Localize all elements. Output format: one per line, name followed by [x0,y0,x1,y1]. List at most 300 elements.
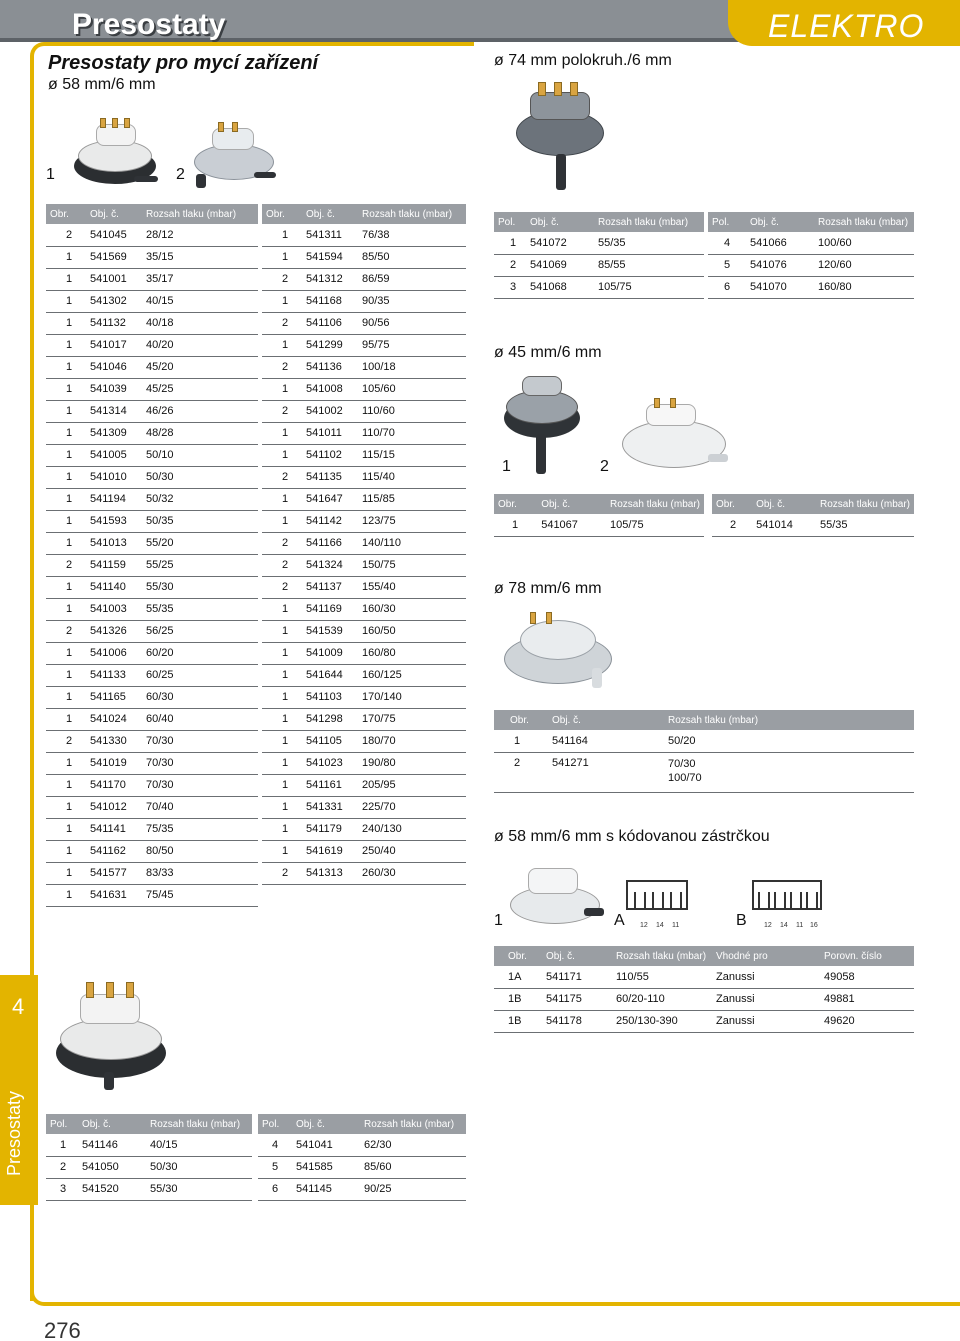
cell-range: 160/80 [814,276,914,298]
cell-obr: 2 [262,466,302,488]
cell-range: 60/20-110 [612,988,712,1010]
table-row [46,1156,252,1178]
table-row [262,774,466,796]
cell-obj: 541067 [537,514,606,536]
cell-obr: 1 [262,708,302,730]
cell-obr: 1 [262,840,302,862]
cell-range: 160/30 [358,598,466,620]
cell-range: 90/56 [358,312,466,334]
table-row [46,730,258,752]
table-row [46,510,258,532]
cell-range: 75/45 [142,884,258,906]
cell-range: 55/30 [142,576,258,598]
cell-range: 150/75 [358,554,466,576]
col-header-obj: Obj. č. [78,1114,146,1134]
cell-obr: 1 [262,444,302,466]
table-45-a [494,494,704,537]
cell-obj: 541168 [302,290,358,312]
cell-range: 62/30 [360,1134,466,1156]
col-header-obj: Obj. č. [548,710,664,730]
table-header-row [494,212,704,232]
cell-obj: 541520 [78,1178,146,1200]
cell-obr: 1 [46,752,86,774]
connector-a-pin-2: 14 [656,922,664,929]
cell-obj: 541178 [542,1010,612,1032]
table-header-row [494,710,914,730]
cell-obj: 541302 [86,290,142,312]
cell-range: 40/20 [142,334,258,356]
cell-obr: 3 [494,276,526,298]
cell-range: 35/17 [142,268,258,290]
table-row [46,840,258,862]
table-row [262,356,466,378]
cell-obr: 4 [258,1134,292,1156]
cell-obr: 1 [262,642,302,664]
table-45-b [712,494,914,537]
table-row [46,422,258,444]
cell-range: 50/32 [142,488,258,510]
cell-obj: 541045 [86,224,142,246]
cell-obj: 541326 [86,620,142,642]
cell-range: 110/70 [358,422,466,444]
table-row [46,1134,252,1156]
cell-obr: 1 [262,730,302,752]
cell-range: 50/10 [142,444,258,466]
col-header-pol: Pol. [46,1114,78,1134]
cell-range: 115/85 [358,488,466,510]
table-row [46,752,258,774]
table-row [494,730,914,752]
cell-obj: 541165 [86,686,142,708]
table-row [46,664,258,686]
cell-obj: 541331 [302,796,358,818]
cell-range: 46/26 [142,400,258,422]
image-label-2: 2 [176,166,185,183]
table-row [262,642,466,664]
bottom-table-a [46,1114,252,1201]
cell-range: 120/60 [814,254,914,276]
pressure-table-b [262,204,466,885]
cell-obj: 541041 [292,1134,360,1156]
cell-obr: 1 [46,840,86,862]
cell-range: 70/40 [142,796,258,818]
cell-obr: 1 [46,818,86,840]
connector-a-drawing [626,880,688,910]
table-row [46,400,258,422]
cell-obj: 541001 [86,268,142,290]
col-header-range: Rozsah tlaku (mbar) [358,204,466,224]
cell-range: 105/75 [606,514,704,536]
connector-a-pin-3: 11 [672,922,680,929]
cell-compare: 49881 [820,988,914,1010]
table-row [262,752,466,774]
cell-obr: 2 [262,268,302,290]
cell-range: 40/15 [142,290,258,312]
cell-obj: 541103 [302,686,358,708]
cell-range: 40/18 [142,312,258,334]
cell-obr: 1 [46,510,86,532]
frame-top-line [44,42,474,46]
cell-obj: 541577 [86,862,142,884]
col-header-obr: Obr. [712,494,752,514]
cell-obj: 541017 [86,334,142,356]
table-row [262,290,466,312]
cell-range: 60/30 [142,686,258,708]
cell-obr: 1 [46,422,86,444]
cell-obj: 541171 [542,966,612,988]
table-74-b [708,212,914,299]
cell-obr: 1 [46,598,86,620]
cell-obr: 1 [262,290,302,312]
cell-obr: 2 [494,752,548,792]
cell-range: 60/40 [142,708,258,730]
col-header-suitable: Vhodné pro [712,946,820,966]
cell-obj: 541298 [302,708,358,730]
cell-range: 100/60 [814,232,914,254]
cell-obr: 1 [262,246,302,268]
table-row [262,840,466,862]
table-row [258,1134,466,1156]
cell-obr: 5 [708,254,746,276]
cell-obr: 1 [262,422,302,444]
col-header-obj: Obj. č. [302,204,358,224]
image-label-45-1: 1 [502,458,511,475]
cell-range: 70/30 [142,774,258,796]
table-row [262,268,466,290]
cell-obj: 541106 [302,312,358,334]
cell-obj: 541539 [302,620,358,642]
cell-obr: 2 [262,532,302,554]
cell-range: 60/25 [142,664,258,686]
cell-obj: 541068 [526,276,594,298]
col-header-obr: Obr. [494,946,542,966]
table-row [46,884,258,906]
cell-range: 155/40 [358,576,466,598]
cell-obr: 2 [262,554,302,576]
pressure-switch-image-78 [500,604,616,690]
cell-range: 55/20 [142,532,258,554]
table-row [46,378,258,400]
cell-obj: 541002 [302,400,358,422]
col-header-obr: Obr. [494,494,537,514]
cell-obj: 541179 [302,818,358,840]
table-row [262,444,466,466]
table-header-row [494,494,704,514]
table-row [262,730,466,752]
cell-range: 140/110 [358,532,466,554]
cell-obr: 1 [46,444,86,466]
connector-b-drawing [752,880,822,910]
cell-obj: 541072 [526,232,594,254]
table-row [262,400,466,422]
cell-obr: 1 [46,686,86,708]
table-row [494,1010,914,1032]
cell-range: 160/50 [358,620,466,642]
cell-range-line-1: 70/30 [668,757,696,770]
page-title: Presostaty [72,8,226,41]
section-58k-title: ø 58 mm/6 mm s kódovanou zástrčkou [494,828,770,845]
cell-range: 240/130 [358,818,466,840]
cell-range: 56/25 [142,620,258,642]
cell-obr: 2 [494,254,526,276]
cell-obj: 541159 [86,554,142,576]
section-78-title: ø 78 mm/6 mm [494,580,602,597]
col-header-obr: Obr. [262,204,302,224]
table-row [46,444,258,466]
cell-obj: 541024 [86,708,142,730]
connector-a-pin-1: 12 [640,922,648,929]
table-row [262,378,466,400]
cell-obj: 541170 [86,774,142,796]
table-row [262,422,466,444]
table-row [46,554,258,576]
cell-obj: 541309 [86,422,142,444]
cell-range: 50/20 [664,730,914,752]
col-header-pol: Pol. [258,1114,292,1134]
pressure-switch-image-45-2 [618,398,730,478]
table-row [262,554,466,576]
cell-obj: 541312 [302,268,358,290]
cell-range: 260/30 [358,862,466,884]
cell-range: 250/40 [358,840,466,862]
cell-obr: 2 [46,1156,78,1178]
cell-obr: 1 [46,290,86,312]
table-row [494,752,914,792]
col-header-obj: Obj. č. [752,494,816,514]
table-row [262,686,466,708]
pressure-switch-image-1 [70,118,160,190]
cell-range: 250/130-390 [612,1010,712,1032]
table-row [46,620,258,642]
cell-obr: 1 [262,752,302,774]
chapter-number: 4 [12,994,25,1019]
cell-obr: 1 [46,466,86,488]
table-row [46,598,258,620]
table-row [46,796,258,818]
cell-obr: 1 [262,510,302,532]
cell-obj: 541631 [86,884,142,906]
col-header-obj: Obj. č. [86,204,142,224]
cell-obr: 2 [46,620,86,642]
cell-range: 85/50 [358,246,466,268]
table-header-row [494,946,914,966]
cell-range [664,752,914,792]
cell-obr: 1 [46,378,86,400]
cell-obj: 541142 [302,510,358,532]
cell-obj: 541647 [302,488,358,510]
cell-obj: 541141 [86,818,142,840]
cell-obj: 541175 [542,988,612,1010]
table-header-row [46,204,258,224]
table-row [262,488,466,510]
cell-obr: 1 [494,232,526,254]
cell-range: 50/30 [142,466,258,488]
cell-obr: 1 [46,246,86,268]
cell-obj: 541023 [302,752,358,774]
image-label-58k-a: A [614,912,625,929]
cell-range: 95/75 [358,334,466,356]
cell-compare: 49058 [820,966,914,988]
table-row [708,276,914,298]
cell-obr: 2 [262,400,302,422]
section-subheading: ø 58 mm/6 mm [48,76,156,93]
table-row [262,246,466,268]
col-header-range: Rozsah tlaku (mbar) [594,212,704,232]
cell-obj: 541006 [86,642,142,664]
cell-obr: 1 [46,576,86,598]
col-header-range: Rozsah tlaku (mbar) [606,494,704,514]
col-header-range: Rozsah tlaku (mbar) [612,946,712,966]
table-row [46,312,258,334]
cell-range: 170/140 [358,686,466,708]
table-row [258,1178,466,1200]
col-header-obj: Obj. č. [542,946,612,966]
cell-obr: 1 [262,488,302,510]
table-58k [494,946,914,1033]
cell-obj: 541014 [752,514,816,536]
cell-obr: 1 [262,818,302,840]
cell-range: 83/33 [142,862,258,884]
table-row [46,466,258,488]
table-row [262,466,466,488]
table-row [494,988,914,1010]
cell-obr: 2 [262,862,302,884]
cell-obj: 541132 [86,312,142,334]
cell-obr: 1 [494,514,537,536]
cell-range: 86/59 [358,268,466,290]
cell-obr: 1B [494,1010,542,1032]
cell-obr: 1 [262,664,302,686]
cell-obj: 541593 [86,510,142,532]
cell-obj: 541070 [746,276,814,298]
cell-obj: 541311 [302,224,358,246]
cell-range: 55/30 [146,1178,252,1200]
cell-obr: 1 [262,774,302,796]
section-74-title: ø 74 mm polokruh./6 mm [494,52,672,69]
table-row [46,334,258,356]
section-heading: Presostaty pro mycí zařízení [48,52,319,74]
cell-obr: 1 [46,884,86,906]
table-header-row [712,494,914,514]
image-label-45-2: 2 [600,458,609,475]
cell-obr: 1 [46,642,86,664]
cell-obr: 1 [46,1134,78,1156]
table-row [46,774,258,796]
cell-obr: 1 [262,620,302,642]
cell-range: 190/80 [358,752,466,774]
cell-obr: 1 [46,334,86,356]
table-row [262,862,466,884]
cell-obj: 541619 [302,840,358,862]
cell-obj: 541069 [526,254,594,276]
cell-range: 60/20 [142,642,258,664]
cell-obr: 1 [262,378,302,400]
col-header-pol: Pol. [708,212,746,232]
cell-obj: 541137 [302,576,358,598]
cell-obj: 541076 [746,254,814,276]
cell-compare: 49620 [820,1010,914,1032]
cell-obr: 2 [46,554,86,576]
cell-range: 35/15 [142,246,258,268]
cell-obj: 541003 [86,598,142,620]
cell-obj: 541594 [302,246,358,268]
cell-obr: 1B [494,988,542,1010]
table-row [262,598,466,620]
cell-obr: 1 [494,730,548,752]
cell-range: 45/20 [142,356,258,378]
cell-suitable: Zanussi [712,988,820,1010]
cell-obj: 541010 [86,466,142,488]
table-row [258,1156,466,1178]
cell-obr: 2 [46,730,86,752]
cell-range: 48/28 [142,422,258,444]
cell-obj: 541133 [86,664,142,686]
cell-suitable: Zanussi [712,1010,820,1032]
cell-range: 70/30 [142,730,258,752]
col-header-obj: Obj. č. [292,1114,360,1134]
cell-range: 105/75 [594,276,704,298]
cell-obj: 541164 [548,730,664,752]
cell-obr: 1 [46,356,86,378]
cell-range: 115/40 [358,466,466,488]
cell-obr: 1 [262,598,302,620]
cell-range: 50/30 [146,1156,252,1178]
cell-range: 80/50 [142,840,258,862]
cell-obj: 541019 [86,752,142,774]
cell-obj: 541102 [302,444,358,466]
cell-obj: 541569 [86,246,142,268]
table-row [46,642,258,664]
table-row [262,664,466,686]
cell-obj: 541585 [292,1156,360,1178]
table-row [262,818,466,840]
cell-range: 40/15 [146,1134,252,1156]
table-row [46,532,258,554]
cell-obj: 541105 [302,730,358,752]
cell-obj: 541169 [302,598,358,620]
pressure-switch-image-45-1 [500,372,584,476]
cell-range: 55/35 [594,232,704,254]
cell-range: 105/60 [358,378,466,400]
col-header-obj: Obj. č. [526,212,594,232]
cell-range: 45/25 [142,378,258,400]
table-header-row [262,204,466,224]
connector-b-pin-3: 11 [796,922,804,929]
cell-obr: 1 [46,862,86,884]
pressure-table-a [46,204,258,907]
pressure-switch-image-58k [506,860,606,930]
table-row [46,290,258,312]
pressure-switch-image-bottom [52,980,170,1090]
table-row [262,532,466,554]
cell-range: 123/75 [358,510,466,532]
col-header-compare: Porovn. číslo [820,946,914,966]
cell-obj: 541313 [302,862,358,884]
pressure-switch-image-74 [512,80,608,192]
table-header-row [708,212,914,232]
cell-obj: 541012 [86,796,142,818]
cell-range: 85/60 [360,1156,466,1178]
cell-obj: 541644 [302,664,358,686]
cell-obj: 541066 [746,232,814,254]
cell-range: 90/25 [360,1178,466,1200]
cell-obj: 541194 [86,488,142,510]
cell-obj: 541299 [302,334,358,356]
section-45-title: ø 45 mm/6 mm [494,344,602,361]
cell-range: 50/35 [142,510,258,532]
table-row [46,356,258,378]
table-row [262,224,466,246]
